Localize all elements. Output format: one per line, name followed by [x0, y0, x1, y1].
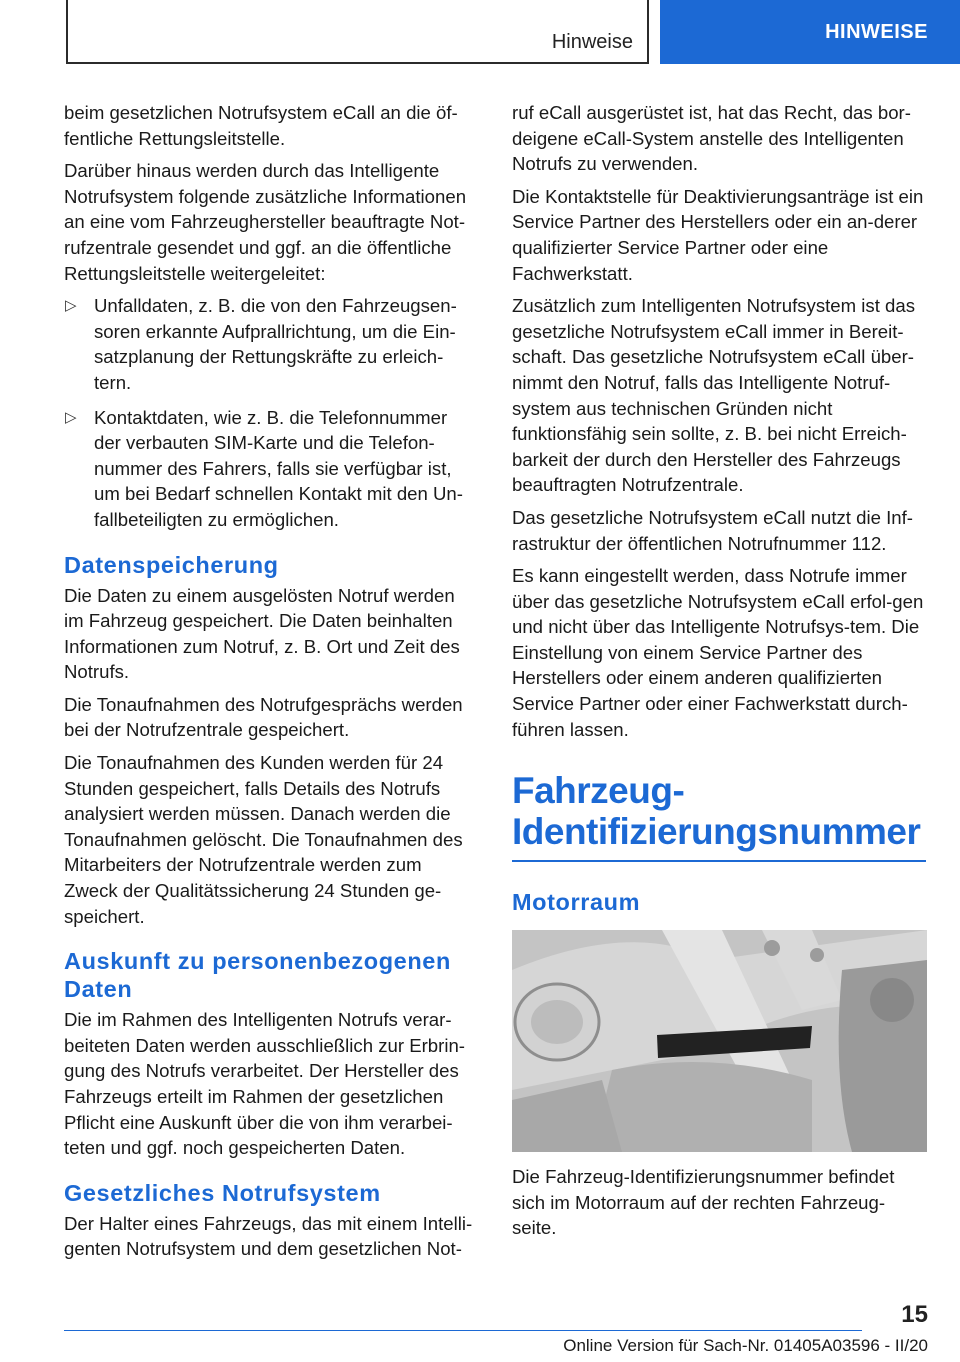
paragraph: Die Tonaufnahmen des Kunden werden für 24 Stunden gespeichert, falls Details des Notrufs analysiert werden müssen. Danach werden die Tonaufnahmen gelöscht. Die Tonaufnahmen des Mitarbeiters der Notrufzentrale werden zum Zweck der Qualitätssicherung 24 Stunden ge‐speichert.: [64, 752, 463, 927]
page-number: 15: [901, 1301, 928, 1328]
heading-motorraum: Motorraum: [512, 889, 641, 916]
paragraph: Es kann eingestellt werden, dass Notrufe immer über das gesetzliche Notrufsystem eCall erfol‐gen und nicht über das Intelligente Notrufsys‐tem. Die Einstellung von einem Service Partner des Herstellers oder einem anderen qualifizierten Service Partner oder einer Fachwerkstatt durch‐führen lassen.: [512, 565, 924, 740]
paragraph: Darüber hinaus werden durch das Intelligente Notrufsystem folgende zusätzliche Informationen an eine vom Fahrzeughersteller beauftragte Not‐rufzentrale gesendet und ggf. an die öffentliche Rettungsleitstelle weitergeleitet:: [64, 160, 467, 284]
triangle-bullet-icon: ▷: [65, 297, 77, 315]
header-chapter-label: HINWEISE: [825, 20, 928, 43]
list-item-text: Unfalldaten, z. B. die von den Fahrzeugsen‐soren erkannte Aufprallrichtung, um die Ein‐satzplanung der Rettungskräfte zu erleich‐tern.: [94, 295, 457, 393]
header-section-label: Hinweise: [551, 31, 633, 53]
paragraph: Zusätzlich zum Intelligenten Notrufsystem ist das gesetzliche Notrufsystem eCall immer in Bereit‐schaft. Das gesetzliche Notrufsystem eCall über‐nimmt den Notruf, falls das Intelligente Notruf‐system aus technischen Gründen nicht funktionsfähig sein sollte, z. B. bei nicht Erreich‐barkeit der durch den Hersteller des Fahrzeugs beauftragten Notrufzentrale.: [512, 295, 916, 496]
heading-fahrzeug-identifizierungsnummer: Fahrzeug-Identifizierungsnummer: [512, 770, 926, 862]
footer-divider: [64, 1330, 862, 1331]
photo-caption: Die Fahrzeug-Identifizierungsnummer befindet sich im Motorraum auf der rechten Fahrzeug‐seite.: [512, 1166, 895, 1239]
paragraph: Die im Rahmen des Intelligenten Notrufs verar‐beiteten Daten werden ausschließlich zur Erbrin‐gung des Notrufs verarbeitet. Der Hersteller des Fahrzeugs erteilt im Rahmen der gesetzlichen Pflicht eine Auskunft über die von ihm verarbei‐teten und ggf. noch gespeicherten Daten.: [64, 1009, 465, 1159]
footer-online-version: Online Version für Sach-Nr. 01405A03596 - II/20: [563, 1336, 928, 1355]
list-item: [64, 293, 478, 395]
paragraph: Die Kontaktstelle für Deaktivierungsanträge ist ein Service Partner des Herstellers oder ein an‐derer qualifizierter Service Partner oder eine Fachwerkstatt.: [512, 185, 924, 284]
paragraph: ruf eCall ausgerüstet ist, hat das Recht, das bor‐deigene eCall-System anstelle des Intelligenten Notrufs zu verwenden.: [512, 102, 911, 175]
engine-compartment-photo: [512, 930, 927, 1152]
list-item-text: Kontaktdaten, wie z. B. die Telefonnummer der verbauten SIM-Karte und die Telefon‐nummer des Fahrers, falls sie verfügbar ist, um bei Bedarf schnellen Kontakt mit den Un‐fallbeteiligten zu ermöglichen.: [94, 406, 463, 530]
header-chapter-tab[interactable]: [660, 0, 960, 64]
heading-auskunft: Auskunft zu personenbezogenen Daten: [64, 948, 451, 1003]
heading-gesetzliches-notrufsystem: Gesetzliches Notrufsystem: [64, 1179, 381, 1206]
paragraph: beim gesetzlichen Notrufsystem eCall an die öf‐fentliche Rettungsleitstelle.: [64, 102, 458, 149]
header-section-box: [66, 0, 649, 64]
left-column: [64, 100, 478, 1269]
paragraph: Das gesetzliche Notrufsystem eCall nutzt die Inf‐rastruktur der öffentlichen Notrufnummer 112.: [512, 506, 913, 554]
paragraph: Der Halter eines Fahrzeugs, das mit einem Intelli‐genten Notrufsystem und dem gesetzlichen Not‐: [64, 1212, 473, 1260]
paragraph: Die Tonaufnahmen des Notrufgesprächs werden bei der Notrufzentrale gespeichert.: [64, 693, 463, 741]
paragraph: Die Daten zu einem ausgelösten Notruf werden im Fahrzeug gespeichert. Die Daten beinhalten Informationen zum Notruf, z. B. Ort und Zeit des Notrufs.: [64, 584, 460, 683]
heading-datenspeicherung: Datenspeicherung: [64, 551, 279, 578]
list-item: [64, 405, 478, 533]
right-column: [512, 100, 926, 1248]
engine-compartment-illustration: [512, 930, 927, 1152]
triangle-bullet-icon: ▷: [65, 408, 77, 426]
